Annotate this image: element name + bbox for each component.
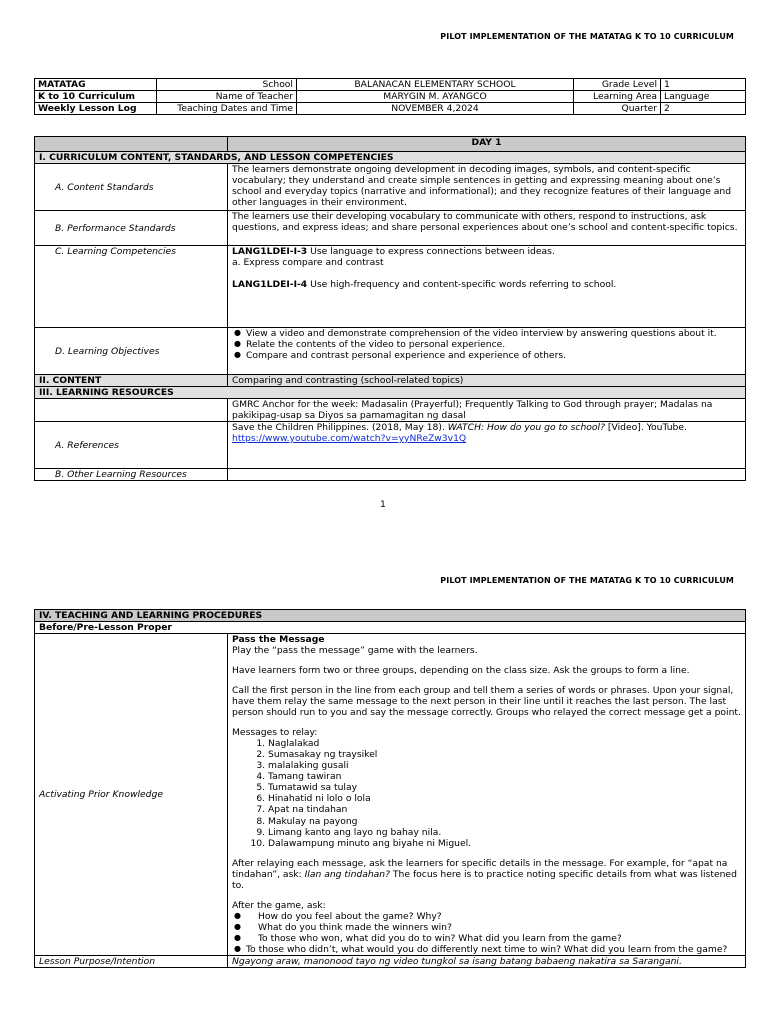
purpose-label: Lesson Purpose/Intention — [35, 955, 228, 967]
learning-area-value: Language — [661, 91, 746, 103]
messages-label: Messages to relay: — [232, 727, 318, 739]
message-item: 8. Makulay na payong — [268, 816, 741, 827]
page-number: 1 — [380, 499, 386, 510]
page-header-2: PILOT IMPLEMENTATION OF THE MATATAG K TO 10 CURRICULUM — [440, 576, 734, 585]
activity-paragraph-2: Call the first person in the line from each group and tell them a series of words or phrases. Upon your signal, have them relay the same message to the next person in their line until it reaches the last person. The last person should run to you and say the message correctly. Groups who relayed the correct message get a point. — [232, 685, 741, 719]
messages-list — [232, 738, 741, 848]
objective-item: ● Relate the contents of the video to personal experience. — [246, 339, 741, 350]
day-header: DAY 1 — [228, 137, 746, 152]
empty-header-cell — [35, 137, 228, 152]
school-value: BALANACAN ELEMENTARY SCHOOL — [297, 79, 574, 91]
other-resources-label: B. Other Learning Resources — [35, 469, 228, 481]
after-relay-question: Ilan ang tindahan? — [304, 868, 391, 880]
competency-code-2: LANG1LDEI-I-4 — [232, 279, 308, 291]
reference-source: [Video]. YouTube. — [604, 422, 687, 434]
message-item: 9. Limang kanto ang layo ng bahay nila. — [268, 827, 741, 838]
procedures-table — [34, 609, 746, 968]
log-title-line-2: K to 10 Curriculum — [35, 91, 157, 103]
competency-text-2: Use high-frequency and content-specific words referring to school. — [307, 279, 617, 291]
message-item: 1. Naglalakad — [268, 738, 741, 749]
log-title-line-3: Weekly Lesson Log — [35, 103, 157, 115]
reference-title: WATCH: How do you go to school? — [447, 422, 605, 434]
performance-standards-label: B. Performance Standards — [35, 211, 228, 246]
activity-paragraph-1: Have learners form two or three groups, depending on the class size. Ask the groups to form a line. — [232, 665, 690, 677]
activating-cell — [228, 634, 746, 956]
objectives-label: D. Learning Objectives — [35, 328, 228, 375]
after-relay-text-1: After relaying each message, ask the learners for specific details in the message. For example, for “apat na tindahan”, ask: — [232, 857, 728, 880]
resources-heading: III. LEARNING RESOURCES — [35, 387, 746, 399]
reference-citation: Save the Children Philippines. (2018, May 18). — [232, 422, 448, 434]
prelesson-heading: Before/Pre-Lesson Proper — [35, 622, 746, 634]
after-game-label: After the game, ask: — [232, 899, 326, 911]
lesson-log-header-table — [34, 78, 746, 115]
grade-level-label: Grade Level — [574, 79, 661, 91]
other-resources-cell — [228, 469, 746, 481]
page-header: PILOT IMPLEMENTATION OF THE MATATAG K TO 10 CURRICULUM — [440, 32, 734, 41]
curriculum-table — [34, 136, 746, 481]
quarter-label: Quarter — [574, 103, 661, 115]
after-relay-paragraph — [232, 858, 741, 891]
objectives-cell — [228, 328, 746, 375]
question-item: ● To those who won, what did you do to win? What did you learn from the game? — [246, 933, 741, 944]
competency-text-1: Use language to express connections between ideas. — [307, 246, 555, 258]
references-label: A. References — [35, 422, 228, 469]
message-item: 5. Tumatawid sa tulay — [268, 782, 741, 793]
message-item: 4. Tamang tawiran — [268, 771, 741, 782]
message-item: 3. malalaking gusali — [268, 760, 741, 771]
activating-label: Activating Prior Knowledge — [35, 634, 228, 956]
content-standards-text: The learners demonstrate ongoing development in decoding images, symbols, and content-specific vocabulary; they understand and create simple sentences in getting and expressing meaning about one’s school and everyday topics (narrative and informational); and they recognize features of their language and other languages in their environment. — [228, 164, 746, 211]
activity-intro: Play the “pass the message” game with the learners. — [232, 645, 478, 657]
competencies-label: C. Learning Competencies — [35, 246, 228, 328]
objective-item: ● Compare and contrast personal experience and experience of others. — [246, 350, 741, 361]
references-cell — [228, 422, 746, 469]
message-item: 6. Hinahatid ni lolo o lola — [268, 793, 741, 804]
log-title-line-1: MATATAG — [35, 79, 157, 91]
competency-sub-1: a. Express compare and contrast — [232, 257, 384, 269]
dates-value: NOVEMBER 4,2024 — [297, 103, 574, 115]
content-standards-label: A. Content Standards — [35, 164, 228, 211]
question-item: ● To those who didn’t, what would you do differently next time to win? What did you learn from the game? — [246, 944, 741, 955]
school-label: School — [157, 79, 297, 91]
procedures-heading: IV. TEACHING AND LEARNING PROCEDURES — [35, 610, 746, 622]
content-label: II. CONTENT — [35, 375, 228, 387]
learning-area-label: Learning Area — [574, 91, 661, 103]
content-text: Comparing and contrasting (school-related topics) — [228, 375, 746, 387]
after-relay-text-2: The focus here is to practice noting specific details from what was listened to. — [232, 868, 737, 891]
questions-list — [232, 911, 741, 955]
section-curriculum-heading: I. CURRICULUM CONTENT, STANDARDS, AND LESSON COMPETENCIES — [35, 152, 746, 164]
performance-standards-text: The learners use their developing vocabulary to communicate with others, respond to instructions, ask questions, and express ideas; and share personal experiences about one’s school and content-specific topics. — [228, 211, 746, 246]
competencies-cell — [228, 246, 746, 328]
competency-code-1: LANG1LDEI-I-3 — [232, 246, 308, 258]
gmrc-empty-cell — [35, 399, 228, 422]
message-item: 2. Sumasakay ng traysikel — [268, 749, 741, 760]
teacher-value: MARYGIN M. AYANGCO — [297, 91, 574, 103]
question-item: ● How do you feel about the game? Why? — [246, 911, 741, 922]
teacher-label: Name of Teacher — [157, 91, 297, 103]
grade-level-value: 1 — [661, 79, 746, 91]
purpose-text: Ngayong araw, manonood tayo ng video tungkol sa isang batang babaeng nakatira sa Sarangani. — [228, 955, 746, 967]
message-item: 10. Dalawampung minuto ang biyahe ni Miguel. — [268, 838, 741, 849]
dates-label: Teaching Dates and Time — [157, 103, 297, 115]
gmrc-text: GMRC Anchor for the week: Madasalin (Prayerful); Frequently Talking to God through prayer; Madalas na pakikipag-usap sa Diyos sa pamamagitan ng dasal — [228, 399, 746, 422]
activity-title: Pass the Message — [232, 634, 325, 646]
message-item: 7. Apat na tindahan — [268, 804, 741, 815]
objective-item: ● View a video and demonstrate comprehension of the video interview by answering questions about it. — [246, 328, 741, 339]
reference-link[interactable]: https://www.youtube.com/watch?v=yyNReZw3v1Q — [232, 433, 467, 445]
quarter-value: 2 — [661, 103, 746, 115]
question-item: ● What do you think made the winners win? — [246, 922, 741, 933]
